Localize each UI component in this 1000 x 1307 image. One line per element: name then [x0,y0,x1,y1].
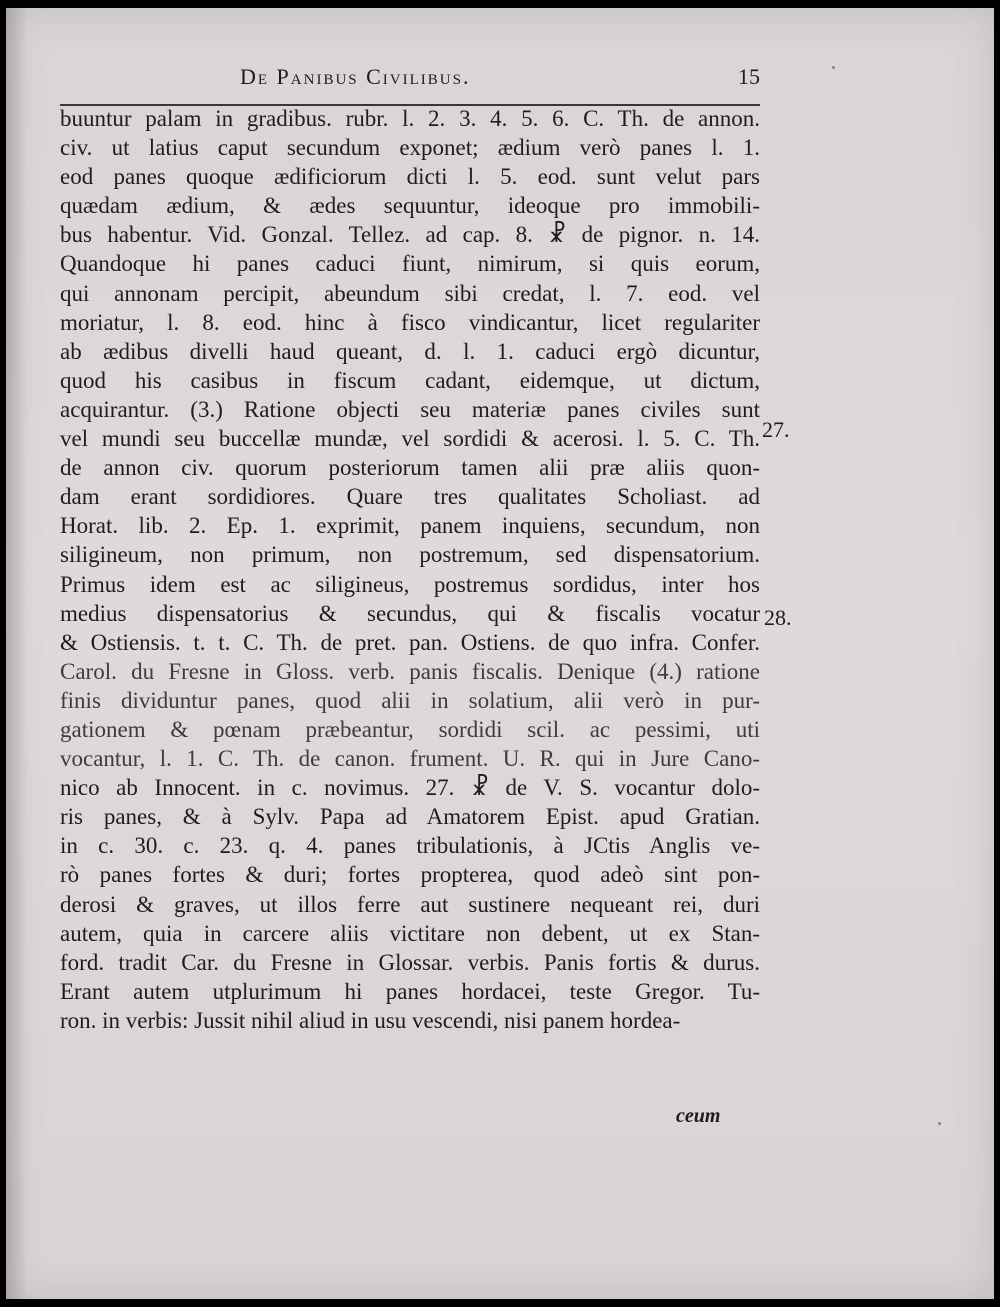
paper-speck [832,66,835,69]
text-line: rò panes fortes & duri; fortes propterea, quod adeò sint pon- [60,862,760,888]
text-line: medius dispensatorius & secundus, qui & fiscalis vocatur [60,600,760,626]
text-line: ron. in verbis: Jussit nihil aliud in usu vescendi, nisi panem hordea- [60,1007,681,1033]
text-line: dam erant sordidiores. Quare tres qualitates Scholiast. ad [60,484,760,510]
text-line: in c. 30. c. 23. q. 4. panes tribulationis, à JCtis Anglis ve- [60,833,760,859]
text-line: moriatur, l. 8. eod. hinc à fisco vindicantur, licet regulariter [60,309,760,335]
text-line: quod his casibus in fiscum cadant, eidemque, ut dictum, [60,367,760,393]
text-line: de annon civ. quorum posteriorum tamen alii præ aliis quon- [60,455,760,481]
text-line: vel mundi seu buccellæ mundæ, vel sordidi & acerosi. l. 5. C. Th. [60,426,760,452]
text-line: acquirantur. (3.) Ratione objecti seu materiæ panes civiles sunt [60,396,760,422]
text-line: Erant autem utplurimum hi panes hordacei, teste Gregor. Tu- [60,978,760,1004]
text-line: ris panes, & à Sylv. Papa ad Amatorem Epist. apud Gratian. [60,804,760,830]
margin-note-28: 28. [764,605,792,630]
main-text-block [60,104,760,1035]
text-line: & Ostiensis. t. t. C. Th. de pret. pan. Ostiens. de quo infra. Confer. [60,629,760,655]
text-line: ford. tradit Car. du Fresne in Glossar. verbis. Panis fortis & durus. [60,949,760,975]
text-line: finis dividuntur panes, quod alii in solatium, alii verò in pur- [60,687,760,713]
text-line: nico ab Innocent. in c. novimus. 27. ☧ de V. S. vocantur dolo- [60,775,760,801]
margin-note-27: 27. [762,417,790,442]
text-line: civ. ut latius caput secundum exponet; ædium verò panes l. 1. [60,135,760,161]
text-line: Primus idem est ac siligineus, postremus sordidus, inter hos [60,571,760,597]
paper-speck [938,1122,941,1125]
catchword: ceum [676,1105,721,1127]
text-line: qui annonam percipit, abeundum sibi credat, l. 7. eod. vel [60,280,760,306]
text-line: Carol. du Fresne in Gloss. verb. panis fiscalis. Denique (4.) ratione [60,658,760,684]
running-header [240,64,760,98]
text-line: Horat. lib. 2. Ep. 1. exprimit, panem inquiens, secundum, non [60,513,760,539]
text-line: Quandoque hi panes caduci fiunt, nimirum, si quis eorum, [60,251,760,277]
text-line: bus habentur. Vid. Gonzal. Tellez. ad cap. 8. ☧ de pignor. n. 14. [60,222,760,248]
text-line: gationem & pœnam præbeantur, sordidi scil. ac pessimi, uti [60,716,760,742]
page-number: 15 [738,64,760,89]
text-line: autem, quia in carcere aliis victitare non debent, ut ex Stan- [60,920,760,946]
page-edge-shadow [6,8,28,1299]
running-title: De Panibus Civilibus. [240,64,471,89]
text-line: buuntur palam in gradibus. rubr. l. 2. 3. 4. 5. 6. C. Th. de annon. [60,106,760,131]
text-line: derosi & graves, ut illos ferre aut sustinere nequeant rei, duri [60,891,760,917]
text-line: eod panes quoque ædificiorum dicti l. 5. eod. sunt velut pars [60,164,760,190]
text-line: siligineum, non primum, non postremum, sed dispensatorium. [60,542,760,568]
text-line: ab ædibus divelli haud queant, d. l. 1. caduci ergò dicuntur, [60,338,760,364]
text-line: quædam ædium, & ædes sequuntur, ideoque pro immobili- [60,193,760,219]
text-line: vocantur, l. 1. C. Th. de canon. frument. U. R. qui in Jure Cano- [60,746,760,772]
